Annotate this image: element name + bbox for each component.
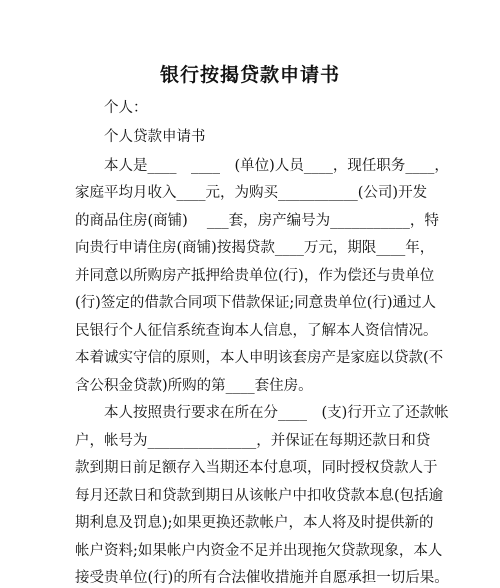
subtitle-line: 个人贷款申请书	[104, 129, 206, 145]
paragraph-1-line-2: 家庭平均月收入____元，为购买___________(公司)开发	[75, 185, 428, 201]
paragraph-2-line-5: 期利息及罚息);如果更换还款帐户，本人将及时提供新的	[75, 515, 434, 531]
paragraph-2-line-7: 接受贵单位(行)的所有合法催收措施并自愿承担一切后果。	[75, 570, 449, 586]
paragraph-1-line-5: 并同意以所购房产抵押给贵单位(行)，作为偿还与贵单位	[75, 268, 435, 284]
paragraph-1-line-8: 本着诚实守信的原则，本人申明该套房产是家庭以贷款(不	[75, 350, 444, 366]
paragraph-1-line-3: 的商品住房(商铺) ___套，房产编号为___________，特	[75, 213, 439, 229]
paragraph-1-line-4: 向贵行申请住房(商铺)按揭贷款____万元，期限____年，	[75, 240, 435, 256]
salutation-line: 个人：	[104, 100, 148, 116]
paragraph-2-line-4: 每月还款日和贷款到期日从该帐户中扣收贷款本息(包括逾	[75, 488, 444, 504]
paragraph-2-line-1: 本人按照贵行要求在所在分____ (支)行开立了还款帐	[104, 405, 449, 421]
paragraph-2-line-6: 帐户资料;如果帐户内资金不足并出现拖欠贷款现象，本人	[75, 543, 443, 559]
paragraph-2-line-2: 户，帐号为_______________，并保证在每期还款日和贷	[75, 433, 431, 449]
paragraph-2-line-3: 款到期日前足额存入当期还本付息项，同时授权贷款人于	[75, 460, 438, 476]
paragraph-1-line-6: (行)签定的借款合同项下借款保证;同意贵单位(行)通过人	[75, 295, 437, 311]
paragraph-1-line-7: 民银行个人征信系统查询本人信息，了解本人资信情况。	[75, 323, 438, 339]
document-title: 银行按揭贷款申请书	[159, 64, 340, 86]
paragraph-1-line-9: 含公积金贷款)所购的第____套住房。	[75, 378, 313, 394]
paragraph-1-line-1: 本人是____ ____ (单位)人员____，现任职务____，	[104, 158, 449, 174]
